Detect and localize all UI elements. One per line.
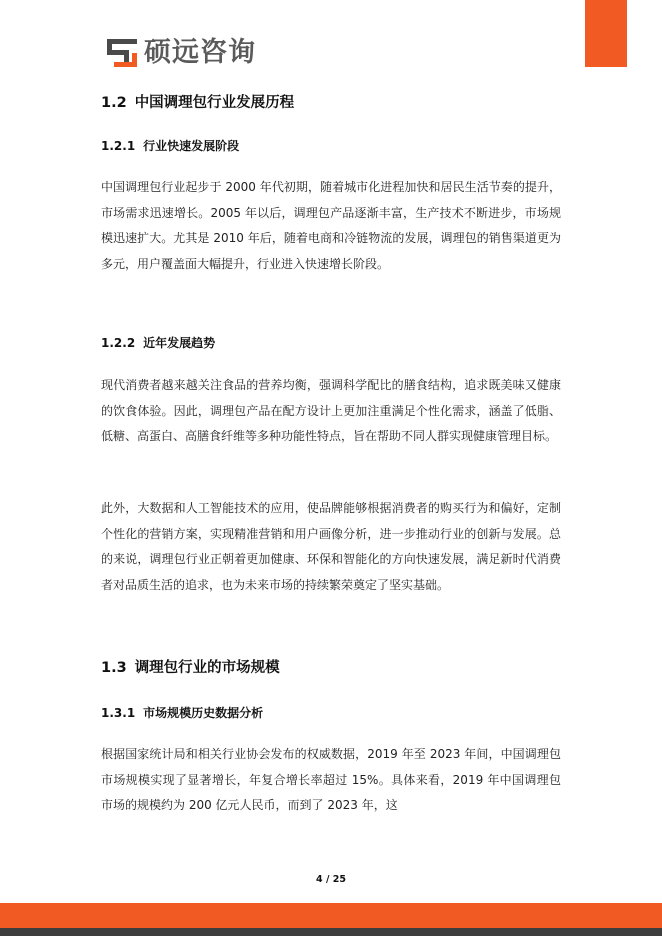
section-title: 行业快速发展阶段 (143, 139, 240, 153)
subsection-heading-1-3-1 (101, 704, 263, 721)
section-title: 中国调理包行业发展历程 (134, 95, 295, 111)
section-number: 1.2.2 (101, 336, 136, 350)
subsection-heading-1-2-2 (101, 334, 215, 351)
section-title: 调理包行业的市场规模 (134, 660, 280, 676)
subsection-heading-1-2-1 (101, 137, 239, 154)
section-heading-1-3 (101, 656, 280, 677)
section-number: 1.2 (101, 95, 127, 111)
footer-dark-bar (0, 928, 662, 936)
section-heading-1-2 (101, 91, 294, 112)
section-title: 近年发展趋势 (143, 336, 216, 350)
paragraph-1: 中国调理包行业起步于 2000 年代初期，随着城市化进程加快和居民生活节奏的提升，市场需求迅速增长。2005 年以后，调理包产品逐渐丰富，生产技术不断进步，市场规模迅速扩大。尤其是 2010 年后，随着电商和冷链物流的发展，调理包的销售渠道更为多元，用户覆盖面大幅提升，行业进入快速增长阶段。 (101, 180, 561, 271)
footer-accent-bar (0, 903, 662, 928)
section-number: 1.3.1 (101, 706, 136, 720)
section-number: 1.3 (101, 660, 127, 676)
paragraph-3: 此外，大数据和人工智能技术的应用，使品牌能够根据消费者的购买行为和偏好，定制个性化的营销方案，实现精准营销和用户画像分析，进一步推动行业的创新与发展。总的来说，调理包行业正朝着更加健康、环保和智能化的方向快速发展，满足新时代消费者对品质生活的追求，也为未来市场的持续繁荣奠定了坚实基础。 (101, 501, 561, 592)
paragraph-2: 现代消费者越来越关注食品的营养均衡，强调科学配比的膳食结构，追求既美味又健康的饮食体验。因此，调理包产品在配方设计上更加注重满足个性化需求，涵盖了低脂、低糖、高蛋白、高膳食纤维等多种功能性特点，旨在帮助不同人群实现健康管理目标。 (101, 378, 561, 443)
logo (106, 36, 256, 70)
paragraph-4: 根据国家统计局和相关行业协会发布的权威数据，2019 年至 2023 年间，中国调理包市场规模实现了显著增长，年复合增长率超过 15%。具体来看，2019 年中国调理包市场的规模约为 200 亿元人民币，而到了 2023 年，这 (101, 747, 561, 812)
header-corner-tab (585, 0, 627, 67)
brand-name: 硕远咨询 (144, 37, 256, 68)
page-number: 4 / 25 (316, 874, 346, 885)
section-title: 市场规模历史数据分析 (143, 706, 264, 720)
logo-mark-icon (106, 37, 138, 69)
section-number: 1.2.1 (101, 139, 136, 153)
